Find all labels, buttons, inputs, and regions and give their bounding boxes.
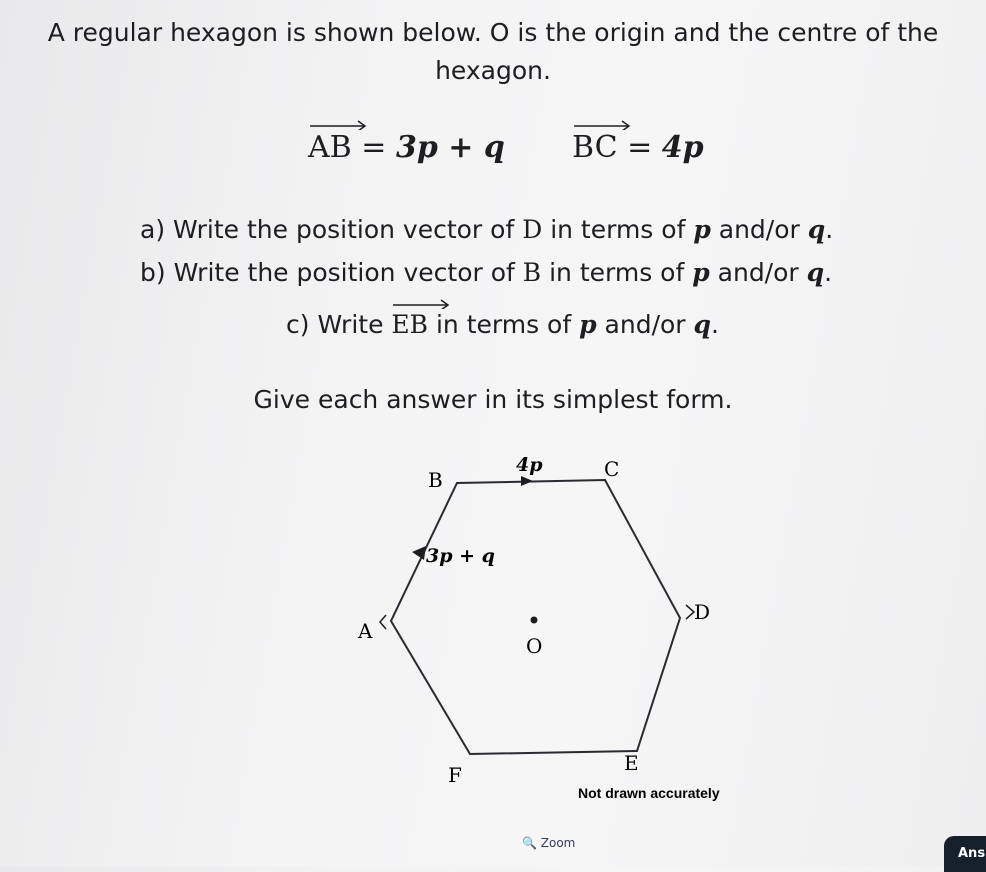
label-4p: 4p bbox=[516, 454, 543, 476]
instruction: Give each answer in its simplest form. bbox=[253, 385, 733, 414]
question-c-prefix: c) Write bbox=[286, 310, 392, 339]
intro-line-1: A regular hexagon is shown below. O is the origin and the centre of the bbox=[47, 18, 939, 47]
origin-dot-icon bbox=[531, 617, 538, 624]
question-c-suffix: in terms of bbox=[428, 310, 580, 339]
question-a-mid: and/or bbox=[710, 215, 808, 244]
vector-eb-label: EB bbox=[391, 310, 429, 339]
label-b: B bbox=[428, 468, 443, 492]
answer-button[interactable]: Ans bbox=[944, 836, 986, 872]
arrow-bc-icon bbox=[521, 476, 533, 486]
vertex-d-marker-icon bbox=[686, 605, 694, 619]
question-b-end: . bbox=[824, 258, 833, 287]
question-a-q: q bbox=[807, 215, 826, 244]
ab-value: 3p + q bbox=[395, 130, 505, 165]
question-a-prefix: a) Write the position vector of bbox=[140, 215, 523, 244]
question-b-mid: and/or bbox=[709, 258, 807, 287]
question-b-q: q bbox=[806, 258, 825, 287]
question-b-p: p bbox=[692, 258, 710, 287]
zoom-icon: 🔍 bbox=[522, 836, 537, 850]
question-b-prefix: b) Write the position vector of bbox=[140, 258, 523, 287]
vertex-a-marker-icon bbox=[380, 615, 386, 629]
question-b-suffix: in terms of bbox=[541, 258, 693, 287]
label-a: A bbox=[358, 619, 373, 643]
label-3p-q: 3p + q bbox=[426, 545, 495, 567]
arrow-ab-icon bbox=[412, 546, 426, 560]
bc-value: 4p bbox=[661, 130, 704, 165]
not-drawn-accurately-note: Not drawn accurately bbox=[578, 785, 720, 801]
label-f: F bbox=[448, 763, 462, 787]
intro-line-2: hexagon. bbox=[435, 56, 551, 85]
question-c-end: . bbox=[711, 310, 719, 339]
question-b-point: B bbox=[522, 258, 542, 287]
question-c-p: p bbox=[579, 310, 597, 339]
zoom-button[interactable] bbox=[522, 836, 575, 850]
question-a-p: p bbox=[693, 215, 711, 244]
question-a-end: . bbox=[825, 215, 834, 244]
vector-bc-label: BC bbox=[572, 130, 618, 165]
zoom-label: Zoom bbox=[540, 836, 576, 850]
question-a-suffix: in terms of bbox=[542, 215, 694, 244]
equals-sign: = bbox=[627, 130, 653, 165]
label-o: O bbox=[526, 634, 543, 658]
question-c-q: q bbox=[693, 310, 712, 339]
equals-sign: = bbox=[361, 130, 387, 165]
question-c-mid: and/or bbox=[596, 310, 694, 339]
label-e: E bbox=[624, 751, 639, 775]
label-d: D bbox=[694, 600, 711, 624]
label-c: C bbox=[604, 457, 620, 481]
vector-ab-label: AB bbox=[308, 130, 352, 165]
question-a-point: D bbox=[522, 215, 543, 244]
